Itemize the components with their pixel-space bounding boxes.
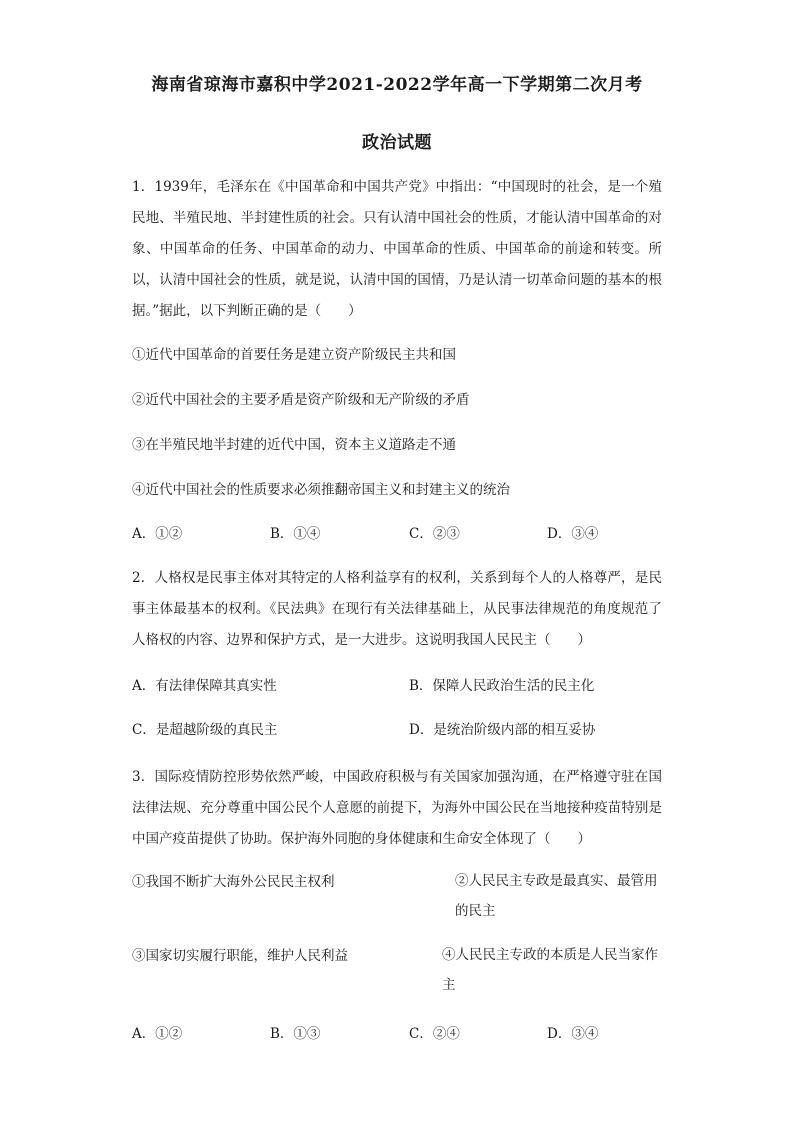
question-1-option-c: C．②③ xyxy=(409,526,460,542)
question-2-stem: 2．人格权是民事主体对其特定的人格利益享有的权利，关系到每个人的人格尊严，是民事主体最基本的权利。《民法典》在现行有关法律基础上，从民事法律规范的角度规范了人格权的内容、边界和保护方式，是一大进步。这说明我国人民民主（ ） xyxy=(132,570,662,648)
question-2-option-d: D．是统治阶级内部的相互妥协 xyxy=(409,722,596,738)
exam-title: 海南省琼海市嘉积中学2021-2022学年高一下学期第二次月考 xyxy=(151,75,643,95)
question-3-statement-4: ④人民民主专政的本质是人民当家作主 xyxy=(442,947,658,993)
question-2-option-b: B．保障人民政治生活的民主化 xyxy=(409,678,595,694)
question-1-option-a: A．①② xyxy=(132,526,183,542)
question-2-option-c: C．是超越阶级的真民主 xyxy=(132,722,278,738)
question-1-statement-3: ③在半殖民地半封建的近代中国，资本主义道路走不通 xyxy=(132,437,456,453)
question-2-option-a: A．有法律保障其真实性 xyxy=(132,678,277,694)
question-3-option-b: B．①③ xyxy=(270,1026,321,1042)
question-1-statement-1: ①近代中国革命的首要任务是建立资产阶级民主共和国 xyxy=(132,347,456,363)
question-1-statement-2: ②近代中国社会的主要矛盾是资产阶级和无产阶级的矛盾 xyxy=(132,392,470,408)
question-3-stem: 3．国际疫情防控形势依然严峻，中国政府积极与有关国家加强沟通，在严格遵守驻在国法律法规、充分尊重中国公民个人意愿的前提下，为海外中国公民在当地接种疫苗特别是中国产疫苗提供了协助。保护海外同胞的身体健康和生命安全体现了（ ） xyxy=(132,769,662,847)
question-3-option-c: C．②④ xyxy=(409,1026,460,1042)
question-1-option-b: B．①④ xyxy=(270,526,321,542)
question-1-stem: 1．1939年，毛泽东在《中国革命和中国共产党》中指出：“中国现时的社会，是一个殖民地、半殖民地、半封建性质的社会。只有认清中国社会的性质，才能认清中国革命的对象、中国革命的任务、中国革命的动力、中国革命的性质、中国革命的前途和转变。所以，认清中国社会的性质，就是说，认清中国的国情，乃是认清一切革命问题的基本的根据。”据此，以下判断正确的是（ ） xyxy=(132,179,662,319)
question-3-option-d: D．③④ xyxy=(547,1026,599,1042)
question-1-option-d: D．③④ xyxy=(547,526,599,542)
question-3-statement-1: ①我国不断扩大海外公民民主权利 xyxy=(132,874,335,890)
question-3-option-a: A．①② xyxy=(132,1026,183,1042)
exam-subject: 政治试题 xyxy=(362,133,432,153)
question-3-statement-2: ②人民民主专政是最真实、最管用的民主 xyxy=(455,873,658,919)
question-3-statement-3: ③国家切实履行职能，维护人民利益 xyxy=(132,948,348,964)
question-1-statement-4: ④近代中国社会的性质要求必须推翻帝国主义和封建主义的统治 xyxy=(132,482,510,498)
